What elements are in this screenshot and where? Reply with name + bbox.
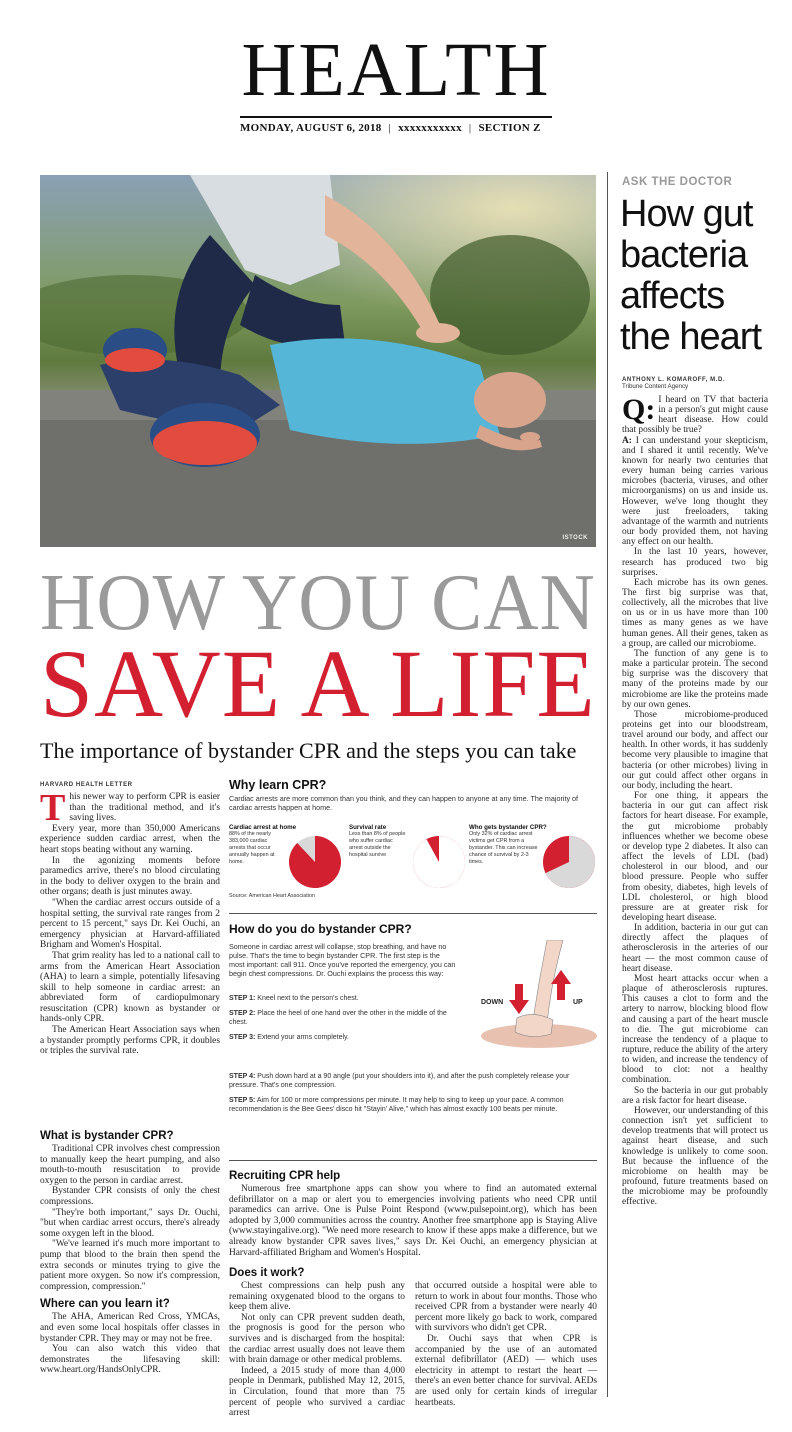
article-paragraph: Every year, more than 350,000 Americans experience sudden cardiac arrest, when the heart stops beating without any warning.: [40, 823, 220, 855]
step-item: [229, 1096, 597, 1114]
sidebar-title: How gut bacteria affects the heart: [620, 193, 761, 358]
article-paragraph: "They're both important," says Dr. Ouchi, "but when cardiac arrest occurs, there's already some oxygen left in the blood.: [40, 1207, 220, 1239]
q-label: Q:: [622, 393, 656, 426]
cpr-photo-illustration: [40, 175, 596, 547]
article-intro-column: [40, 782, 220, 1057]
works-heading: Does it work?: [229, 1267, 305, 1279]
stat-title: Survival rate: [349, 824, 387, 831]
sidebar-paragraph: So the bacteria in our gut probably are a risk factor for heart disease.: [622, 1085, 768, 1106]
step-text: Push down hard at a 90 angle (put your shoulders into it), and after the push completely release your pressure. That's one compression.: [229, 1073, 570, 1089]
step-label: STEP 3:: [229, 1034, 256, 1041]
recruiting-body: [229, 1184, 597, 1258]
recruiting-heading: Recruiting CPR help: [229, 1170, 341, 1182]
drop-cap: T: [40, 787, 66, 829]
article-paragraph: The American Heart Association says when a bystander promptly performs CPR, it doubles or triples the survival rate.: [40, 1025, 220, 1057]
stat-block: [229, 824, 353, 866]
how-to-title: How do you do bystander CPR?: [229, 922, 412, 936]
works-body-right: [415, 1281, 597, 1408]
sidebar-paragraph: Most heart attacks occur when a plaque of atherosclerosis ruptures. This causes a clot to form and the artery to narrow, blocking blood flow and causing a part of the heart muscle to die. The gut microbiome can increase the tendency of a plaque to rupture, reduce the ability of the artery to widen, and increase the tendency of blood to clot: not a healthy combination.: [622, 973, 768, 1086]
recruiting-text: Numerous free smartphone apps can show you where to find an automated external defibrillator on a map or alert you to emergencies involving patients who need CPR until paramedics can arrive. One is Pulse Point Respond (www.pulsepoint.org), which has been adopted by 3,000 communities across the country. Another free smartphone app is Staying Alive (www.stayingalive.org). "We need more research to know if these apps make a difference, but we already know bystander CPR saves lives," says Dr. Kei Ouchi, an emergency physician at Harvard-affiliated Brigham and Women's Hospital.: [229, 1184, 597, 1258]
step-text: Extend your arms completely.: [257, 1034, 349, 1041]
sidebar-question: [622, 395, 768, 436]
sidebar-paragraph: In addition, bacteria in our gut can directly affect the plaques of atherosclerosis in the arteries of our heart — the most common cause of heart disease.: [622, 923, 768, 974]
works-body-left: [229, 1281, 405, 1419]
article-byline: HARVARD HEALTH LETTER: [40, 782, 133, 788]
how-to-intro: Someone in cardiac arrest will collapse, stop breathing, and have no pulse. That's the time to begin bystander CPR. The first step is the most important: call 911. Once you've reported the emergency, you can begin chest compressions. Dr. Ouchi explains the process this way:: [229, 942, 456, 978]
issue-placeholder: xxxxxxxxxxx: [398, 122, 462, 134]
step-label: STEP 4:: [229, 1073, 256, 1080]
masthead-rule: [240, 116, 552, 118]
pie-slice: [289, 836, 341, 888]
why-learn-box: [229, 778, 597, 903]
sidebar-paragraph: For one thing, it appears the bacteria in our gut can affect risk factors for heart disease. For example, the gut microbiome probably influences whether we become obese or develop type 2 diabetes. It also can affect the levels of LDL (bad) cholesterol in our blood, and our blood pressure. People who suffer from obesity, diabetes, high levels of LDL cholesterol, or high blood pressure are at greater risk for developing heart disease.: [622, 791, 768, 923]
article-paragraph: Not only can CPR prevent sudden death, the prognosis is good for the person who survives and is discharged from the hospital: the cardiac arrest usually does not leave them with brain damage or other medical problems.: [229, 1312, 405, 1366]
why-learn-intro: Cardiac arrests are more common than you think, and they can happen to anyone at any time. The majority of cardiac arrests happen at home.: [229, 794, 579, 812]
why-learn-title: Why learn CPR?: [229, 778, 327, 792]
headline-line2: SAVE A LIFE: [40, 630, 596, 737]
article-paragraph: "When the cardiac arrest occurs outside of a hospital setting, the survival rate ranges from 2 percent to 15 percent," says Dr. Kei Ouchi, an emergency physician at Harvard-affiliated Brigham and Women's Hospital.: [40, 897, 220, 951]
stat-title: Cardiac arrest at home: [229, 824, 297, 831]
stat-block: [469, 824, 597, 866]
a-label: A:: [622, 435, 632, 446]
sidebar-paragraph: In the last 10 years, however, research has produced two big surprises.: [622, 547, 768, 578]
works-column-left: [229, 1265, 405, 1419]
article-paragraph: Bystander CPR consists of only the chest compressions.: [40, 1186, 220, 1207]
box-divider: [229, 913, 597, 914]
stat-title: Who gets bystander CPR?: [469, 824, 547, 831]
sidebar-agency: Tribune Content Agency: [622, 383, 689, 390]
down-arrow-shaft: [515, 984, 523, 1000]
step-text: Aim for 100 or more compressions per minute. It may help to sing to keep up your pace. A common recommendation is the Bee Gees' disco hit "Stayin' Alive," which has almost exactly 100 beats per minute.: [229, 1097, 564, 1113]
step-item: [229, 1072, 597, 1090]
sidebar-rule: [607, 172, 608, 1397]
dateline-separator: |: [468, 122, 472, 134]
article-paragraph: Dr. Ouchi says that when CPR is accompanied by the use of an automated external defibrillator (AED) — which uses electricity in attempt to restart the heart — there's an even better chance for survival. AEDs are used only for certain kinds of irregular heartbeats.: [415, 1333, 597, 1408]
stat-text: Only 32% of cardiac arrest victims get CPR from a bystander. This can increase chance of survival by 2-3 times.: [469, 831, 538, 865]
step-item: [229, 1033, 455, 1042]
sidebar-paragraph: The function of any gene is to make a particular protein. The second big surprise was the discovery that many of the proteins made by our microbiome are like the proteins made by our own genes.: [622, 648, 768, 710]
box-divider: [229, 1160, 597, 1161]
diagram-hands: [515, 1014, 553, 1036]
stat-block: [349, 824, 473, 859]
article-body: [40, 787, 220, 1057]
step-text: Kneel next to the person's chest.: [257, 995, 359, 1002]
works-column-right: [415, 1281, 597, 1408]
dateline: [240, 122, 560, 134]
dateline-separator: |: [388, 122, 392, 134]
masthead-title: HEALTH: [241, 28, 551, 112]
step-list: [229, 994, 455, 1048]
article-paragraph: In the agonizing moments before paramedics arrive, there's no blood circulating in the body to deliver oxygen to the brain and other organs; death is just minutes away.: [40, 855, 220, 898]
article-paragraph: The AHA, American Red Cross, YMCAs, and even some local hospitals offer classes in bystander CPR. They may or may not be free.: [40, 1312, 220, 1344]
stat-pie-chart: [541, 834, 597, 890]
sidebar-paragraph: Each microbe has its own genes. The first big surprise was that, collectively, all the microbes that live on us or in us have more than 100 times as many genes as we have human genes. All their genes, taken as a group, are called our microbiome.: [622, 577, 768, 649]
issue-date: MONDAY, AUGUST 6, 2018: [240, 122, 382, 134]
diagram-label-down: DOWN: [481, 999, 504, 1006]
stat-text: 88% of the nearly 383,000 cardiac arrests that occur annually happen at home.: [229, 831, 275, 865]
lead-text: his newer way to perform CPR is easier than the traditional method, and it's saving lives.: [69, 792, 220, 824]
step-label: STEP 1:: [229, 995, 256, 1002]
sidebar-paragraph: However, our understanding of this connection isn't yet sufficient to develop treatments that will protect us against heart disease, and such knowledge is unlikely to come soon. But because the influence of the microbiome on health may be profound, future treatments based on the microbiome may be profoundly effective.: [622, 1105, 768, 1208]
pie-slice: [413, 836, 465, 888]
recruiting-section: [229, 1168, 597, 1258]
what-heading: What is bystander CPR?: [40, 1130, 174, 1142]
headline-deck: The importance of bystander CPR and the steps you can take: [40, 738, 577, 763]
diagram-label-up: UP: [573, 999, 583, 1006]
article-paragraph: "We've learned it's much more important to pump that blood to the brain then spend the extra seconds or minutes trying to give the patient more oxygen. So now it's compression, compression, compression.": [40, 1239, 220, 1292]
stat-pie-chart: [411, 834, 467, 890]
answer-text: I can understand your skepticism, and I shared it until recently. We've known for nearly two centuries that every human being carries various microbes (bacteria, viruses, and other microorganisms) on us and inside us. However, we've long thought they were just freeloaders, taking advantage of the warmth and nutrients our body provided them, not having any effect on our health.: [622, 435, 768, 548]
stat-text: Less than 8% of people who suffer cardiac arrest outside the hospital survive: [349, 831, 406, 858]
step-list-wide: [229, 1072, 597, 1120]
sidebar-body: [622, 395, 768, 1208]
where-heading: Where can you learn it?: [40, 1298, 170, 1311]
article-paragraph: You can also watch this video that demonstrates the lifesaving skill: www.heart.org/HandsOnlyCPR.: [40, 1344, 220, 1376]
article-paragraph: that occurred outside a hospital were able to return to work in about four months. Those who received CPR from a bystander were nearly 40 percent more likely go back to work, compared with survivors who didn't get CPR.: [415, 1281, 597, 1334]
up-arrow-shaft: [557, 984, 565, 1000]
stat-pie-chart: [287, 834, 343, 890]
chart-source: Source: American Heart Association: [229, 893, 315, 899]
how-to-box: [229, 922, 597, 1152]
sidebar-byline: [622, 377, 772, 390]
sidebar-kicker: ASK THE DOCTOR: [622, 176, 733, 188]
step-item: [229, 1009, 455, 1027]
headline-line1: HOW YOU CAN: [40, 559, 596, 647]
article-what-column: [40, 1128, 220, 1376]
article-paragraph: Traditional CPR involves chest compression to manually keep the heart pumping, and also mouth-to-mouth resuscitation to provide oxygen to the person in cardiac arrest.: [40, 1144, 220, 1186]
step-label: STEP 2:: [229, 1010, 256, 1017]
photo-credit: ISTOCK: [562, 535, 588, 541]
article-paragraph: That grim reality has led to a national call to arms from the American Heart Association (AHA) to learn a simple, potentially lifesaving skill to help someone in cardiac arrest: an abbreviated form of cardiopulmonary resuscitation (CPR) known as bystander or hands-only CPR.: [40, 950, 220, 1025]
step-item: [229, 994, 455, 1003]
where-body: [40, 1312, 220, 1376]
compression-diagram: [477, 940, 597, 1050]
sidebar-author: ANTHONY L. KOMAROFF, M.D.: [622, 377, 726, 383]
step-text: Place the heel of one hand over the other in the middle of the chest.: [229, 1010, 447, 1026]
sidebar-paragraph: Those microbiome-produced proteins get into our bloodstream, travel around our body, and affect our health. In other words, it has suddenly become very plausible to imagine that bacteria (or other microbes) living in our gut could affect other organs in our body, including the heart.: [622, 709, 768, 791]
sidebar-answer: [622, 436, 768, 548]
question-text: I heard on TV that bacteria in a person's gut might cause heart disease. How could that possibly be true?: [622, 395, 768, 436]
article-lead: [40, 787, 220, 829]
section-label: SECTION Z: [478, 122, 541, 134]
down-arrow-icon: [509, 1000, 529, 1014]
step-label: STEP 5:: [229, 1097, 256, 1104]
article-paragraph: Chest compressions can help push any remaining oxygenated blood to the organs to keep them alive.: [229, 1281, 405, 1313]
what-body: [40, 1144, 220, 1292]
hero-photo: [40, 175, 596, 547]
article-paragraph: Indeed, a 2015 study of more than 4,000 people in Denmark, published May 12, 2015, in Circulation, found that more than 75 percent of people who survived a cardiac arrest: [229, 1365, 405, 1419]
